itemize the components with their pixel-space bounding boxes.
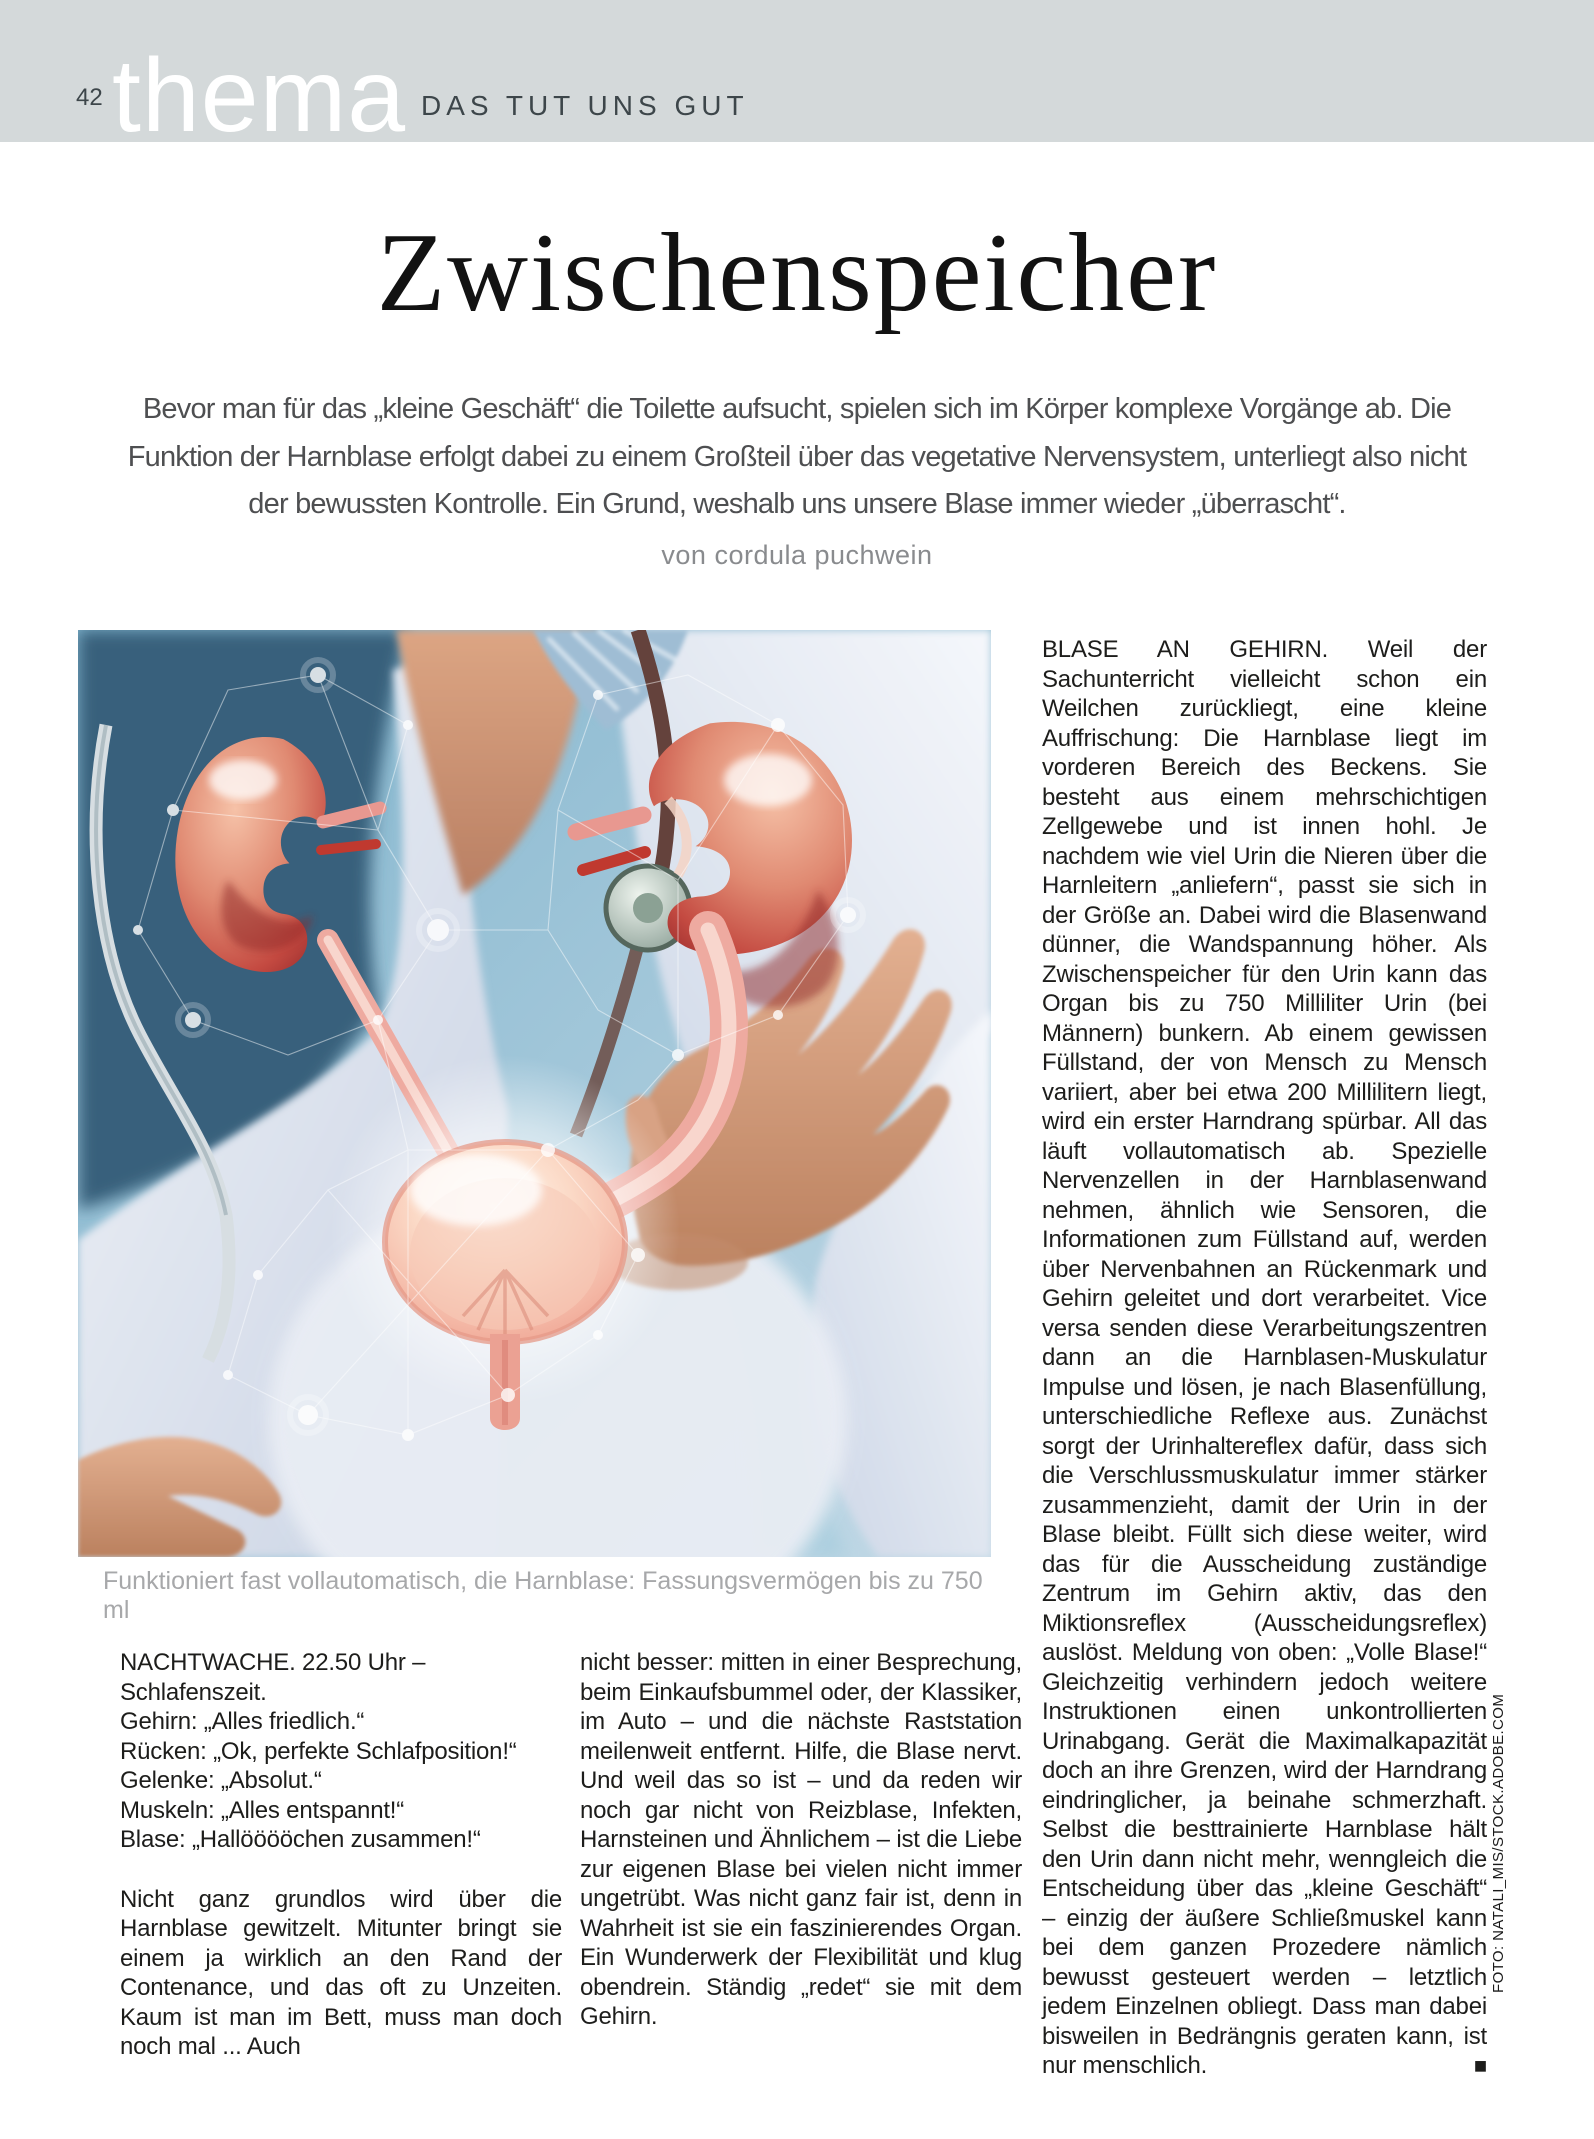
article-title: Zwischenspeicher: [376, 211, 1218, 335]
column-middle: [580, 1648, 1022, 2032]
dialog-line: Blase: „Hallööööchen zusammen!“: [120, 1826, 481, 1853]
section-tagline: DAS TUT UNS GUT: [421, 90, 749, 121]
image-caption: Funktioniert fast vollautomatisch, die Harnblase: Fassungsvermögen bis zu 750 ml: [103, 1567, 983, 1624]
photo-credit: FOTO: NATALI_MIS/STOCK.ADOBE.COM: [1490, 1693, 1507, 1993]
header-bar: [0, 0, 1594, 142]
page-number: 42: [76, 84, 103, 111]
column-right-paragraph: [1042, 635, 1487, 2081]
column-right-text: BLASE AN GEHIRN. Weil der Sachunterricht vielleicht schon ein Weilchen zurückliegt, eine kleine Auffrischung: Die Harnblase liegt im vorderen Bereich des Beckens. Sie besteht aus einem mehrschichtigen Zellgewebe und ist innen hohl. Je nachdem wie viel Urin die Nieren über die Harnleitern „anliefern“, passt sie sich in der Größe an. Dabei wird die Blasenwand dünner, die Wandspannung höher. Als Zwischenspeicher für den Urin kann das Organ bis zu 750 Milliliter Urin (bei Männern) bunkern. Ab einem gewissen Füllstand, der von Mensch zu Mensch variiert, aber bei etwa 200 Millilitern liegt, wird ein erster Harndrang spürbar. All das läuft vollautomatisch ab. Spezielle Nervenzellen in der Harnblasenwand nehmen, ähnlich wie Sensoren, die Informationen zum Füllstand auf, werden über Nervenbahnen an Rückenmark und Gehirn geleitet und dort verarbeitet. Vice versa senden diese Verarbeitungszentren dann an die Harnblasen-Muskulatur Impulse und lösen, je nach Blasenfüllung, unterschiedliche Reflexe aus. Zunächst sorgt der Urinhaltereflex dafür, dass sich die Verschlussmuskulatur immer stärker zusammenzieht, damit der Urin in der Blase bleibt. Füllt sich diese weiter, wird das für die Ausscheidung zuständige Zentrum im Gehirn aktiv, das den Miktionsreflex (Ausscheidungsreflex) auslöst. Meldung von oben: „Volle Blase!“ Gleichzeitig verhindern jedoch weitere Instruktionen einen unkontrollierten Urinabgang. Gerät die Maximalkapazität doch an ihre Grenzen, wird der Harndrang eindringlicher, ja beinahe schmerzhaft. Selbst die besttrainierte Harnblase hält den Urin dann nicht mehr, wenngleich die Entscheidung über das „kleine Geschäft“ – einzig der äußere Schließmuskel kann bei dem ganzen Prozedere nämlich bewusst gesteuert werden – letztlich jedem Einzelnen obliegt. Dass man dabei bisweilen in Bedrängnis geraten kann, ist nur menschlich.: [1042, 636, 1487, 2079]
article-byline: von cordula puchwein: [661, 540, 933, 570]
dialog-line: Rücken: „Ok, perfekte Schlafposition!“: [120, 1737, 517, 1765]
column-right: [1042, 635, 1487, 2081]
end-mark: ■: [1473, 2053, 1487, 2078]
dialog-line: Gehirn: „Alles friedlich.“: [120, 1708, 365, 1735]
dialog-line: Muskeln: „Alles entspannt!“: [120, 1796, 405, 1824]
column-middle-paragraph: nicht besser: mitten in einer Besprechung, beim Einkaufsbummel oder, der Klassiker, im Auto – und die nächste Raststation meilenweit entfernt. Hilfe, die Blase nervt. Und weil das so ist – und da reden wir noch gar nicht von Reizblase, Infekten, Harnsteinen und Ähnlichem – ist die Liebe zur eigenen Blase bei vielen nicht immer ungetrübt. Was nicht ganz fair ist, denn in Wahrheit ist sie ein faszinierendes Organ. Ein Wunderwerk der Flexibilität und klug obendrein. Ständig „redet“ sie mit dem Gehirn.: [580, 1649, 1022, 2030]
section-title: thema: [112, 38, 407, 142]
article-intro: Bevor man für das „kleine Geschäft“ die Toilette aufsucht, spielen sich im Körper komplexe Vorgänge ab. Die Funktion der Harnblase erfolgt dabei zu einem Großteil über das vegetative Nervensystem, unterliegt also nicht der bewussten Kontrolle. Ein Grund, weshalb uns unsere Blase immer wieder „überrascht“.: [127, 393, 1467, 520]
dialog-line: Gelenke: „Absolut.“: [120, 1767, 322, 1794]
hero-photo: [78, 630, 991, 1557]
column-left-paragraph: Nicht ganz grundlos wird über die Harnblase gewitzelt. Mitunter bringt sie einem ja wirklich an den Rand der Contenance, und das oft zu Unzeiten. Kaum ist man im Bett, muss man doch noch mal ... Auch: [120, 1885, 562, 2060]
column-left: [120, 1648, 562, 2062]
dialog-line: NACHTWACHE. 22.50 Uhr – Schlafenszeit.: [120, 1649, 426, 1706]
